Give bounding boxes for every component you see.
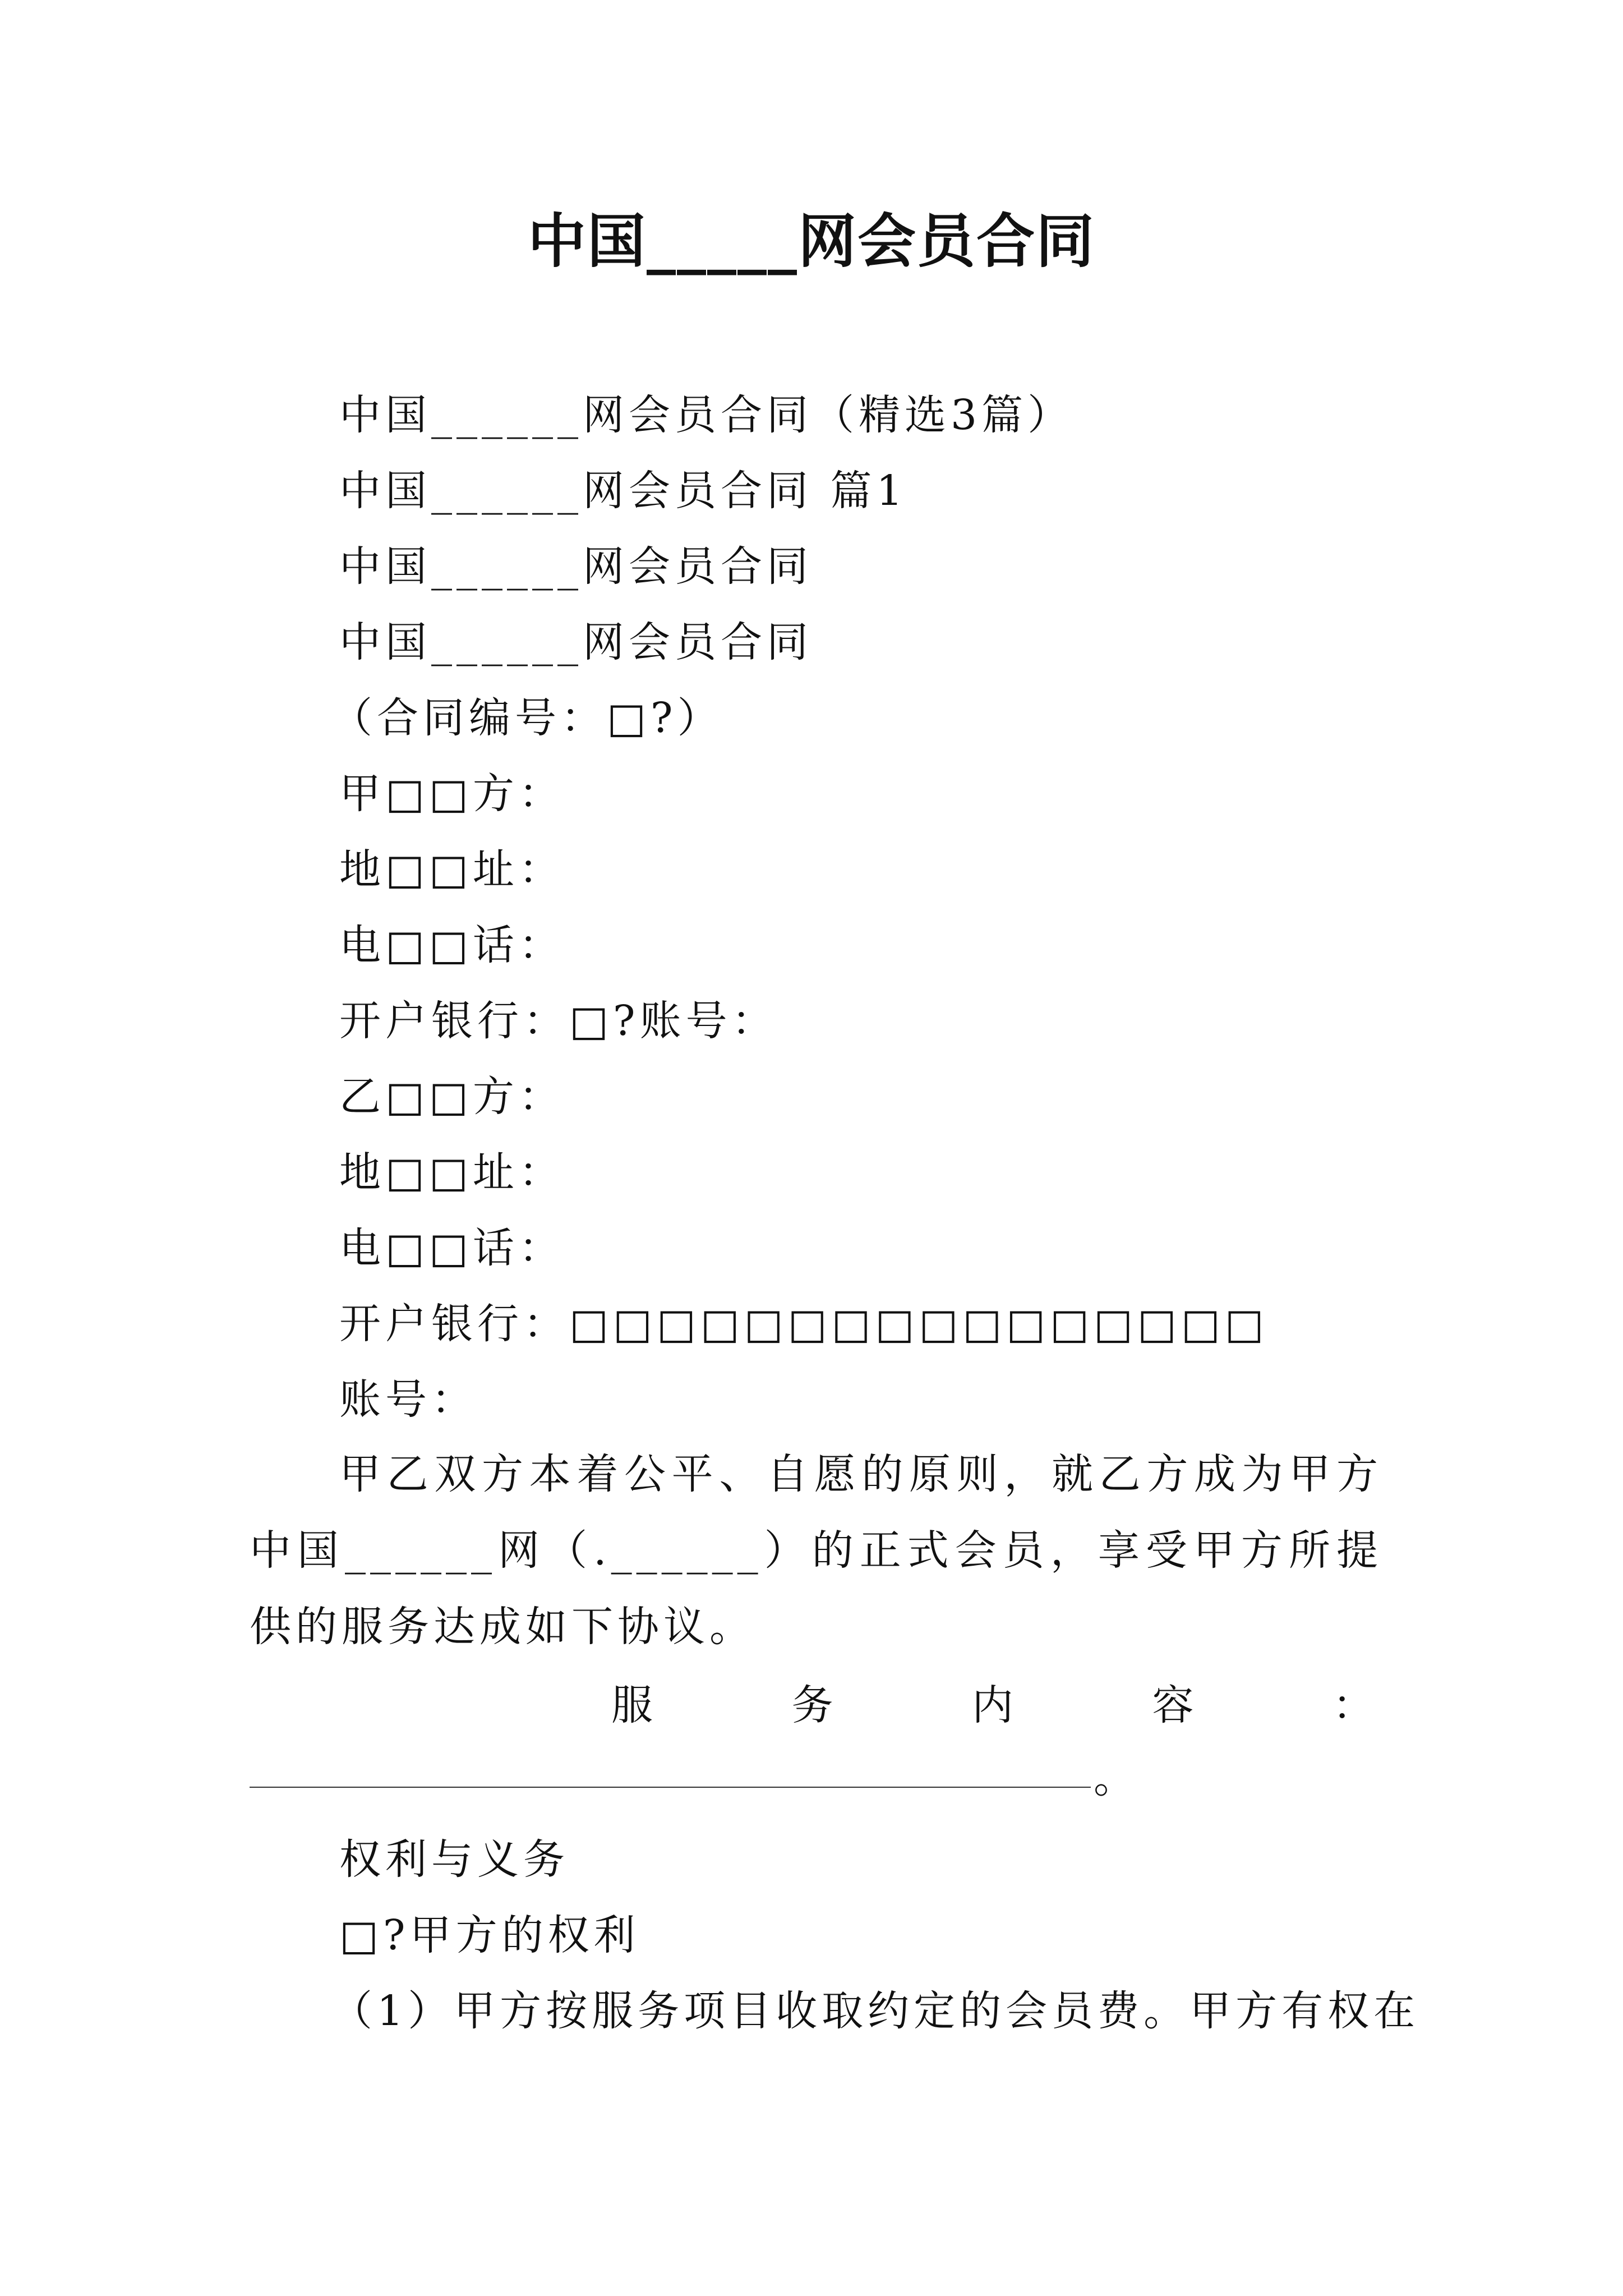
- party-b-account: 账号：: [339, 1375, 477, 1424]
- contract-heading-repeat: 中国______网会员合同: [339, 618, 813, 666]
- party-a-address: 地□□址：: [339, 845, 565, 894]
- party-a-rights-heading: □?甲方的权利: [339, 1911, 640, 1959]
- party-b-phone: 电□□话：: [339, 1224, 565, 1272]
- contract-heading: 中国______网会员合同: [339, 542, 813, 591]
- clause-1: （1）甲方按服务项目收取约定的会员费。甲方有权在: [331, 1987, 1420, 2035]
- service-blank-end: 。: [1094, 1754, 1135, 1802]
- intro-paragraph: 甲乙双方本着公平、自愿的原则，就乙方成为甲方中国______网（.______）的正式会员，享受甲方所提供的服务达成如下协议。: [250, 1450, 1382, 1651]
- party-b-bank: 开户银行：□□□□□□□□□□□□□□□□: [339, 1300, 1269, 1348]
- subtitle-part-1: 中国______网会员合同 篇1: [339, 467, 907, 515]
- party-b-name: 乙□□方：: [339, 1073, 565, 1121]
- service-char: 服: [611, 1681, 653, 1729]
- service-char: 务: [791, 1681, 833, 1729]
- service-char: 内: [972, 1681, 1013, 1729]
- party-b-address: 地□□址：: [339, 1148, 565, 1197]
- contract-number: （合同编号：□?）: [331, 694, 723, 742]
- subtitle-selected: 中国______网会员合同（精选3篇）: [339, 391, 1074, 439]
- party-a-phone: 电□□话：: [339, 921, 565, 969]
- service-blank-line: [250, 1787, 1091, 1788]
- rights-heading: 权利与义务: [339, 1835, 569, 1884]
- party-a-name: 甲□□方：: [339, 770, 565, 818]
- service-char: 容: [1152, 1681, 1194, 1729]
- service-content-label: [611, 1677, 1374, 1733]
- party-a-bank: 开户银行：□?账号：: [339, 997, 778, 1045]
- service-char: ：: [1332, 1681, 1374, 1729]
- document-title: 中国_____网会员合同: [527, 207, 1095, 275]
